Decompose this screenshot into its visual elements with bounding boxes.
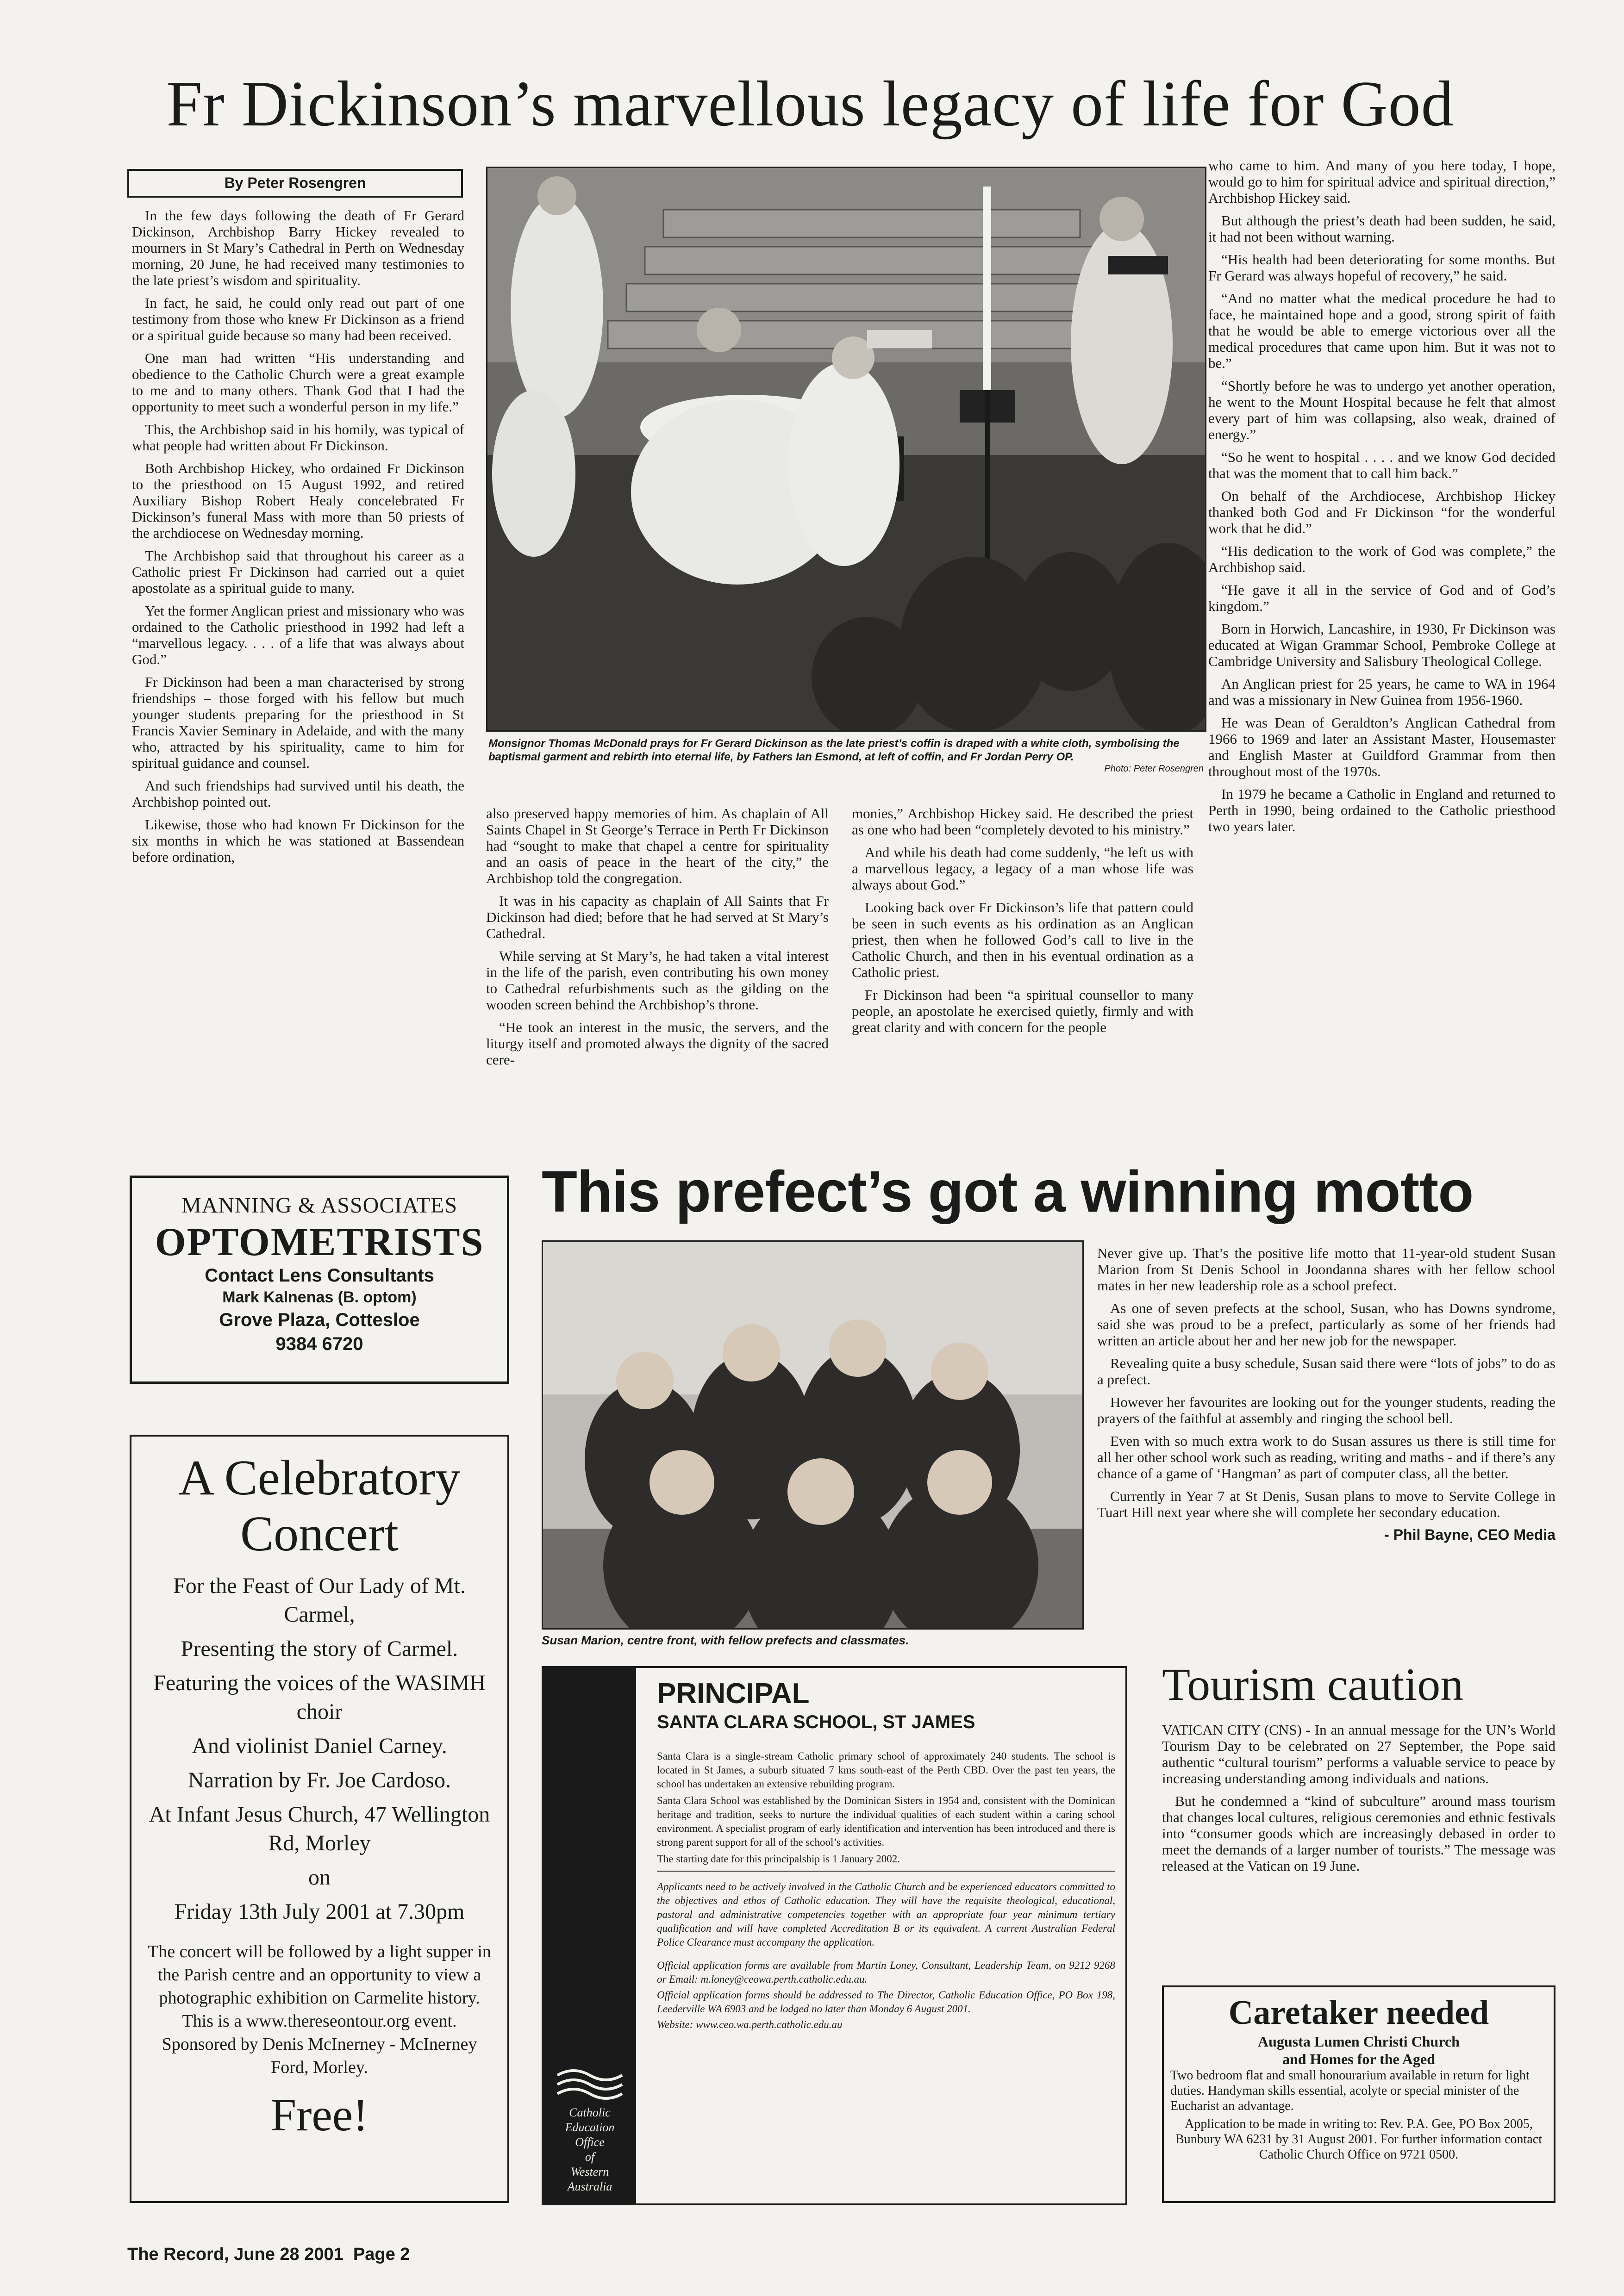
concert-ad-line: For the Feast of Our Lady of Mt. Carmel,	[173, 1574, 466, 1627]
paragraph: And while his death had come suddenly, “he left us with a marvellous legacy, a legacy of a man whose life was always about God.”	[852, 844, 1193, 893]
concert-ad-title-line1: A Celebratory	[178, 1450, 461, 1506]
paragraph: The Archbishop said that throughout his career as a Catholic priest Fr Dickinson had carried out a quiet apostolate as a spiritual guide to many.	[132, 548, 464, 596]
ceo-logo-waves-icon	[555, 2066, 625, 2103]
concert-ad-line: on	[308, 1865, 331, 1890]
paragraph: One man had written “His understanding and obedience to the Catholic Church were a great example to me and to many others. Thank God that I had the opportunity to meet such a wonderful person in my life.”	[132, 350, 464, 415]
optometrists-ad-subtitle: Contact Lens Consultants	[205, 1265, 434, 1286]
concert-ad-footer: The concert will be followed by a light supper in the Parish centre and an opportunity to view a photographic exhibition on Carmelite history.	[148, 1942, 491, 2008]
paragraph: also preserved happy memories of him. As chaplain of All Saints Chapel in St George’s Terrace in Perth Fr Dickinson had “sought to make that chapel a centre for spirituality and an oasis of peace in the heart of the city,” the Archbishop told the congregation.	[486, 805, 829, 886]
optometrists-ad-address: Grove Plaza, Cottesloe	[219, 1310, 420, 1330]
main-headline: Fr Dickinson’s marvellous legacy of life for God	[166, 68, 1454, 140]
paragraph: Both Archbishop Hickey, who ordained Fr Dickinson to the priesthood on 15 August 1992, and retired Auxiliary Bishop Robert Healy concelebrated Fr Dickinson’s funeral Mass with more than 50 priests of the archdiocese on Wednesday morning.	[132, 460, 464, 541]
paragraph: Fr Dickinson had been “a spiritual counsellor to many people, an apostolate he exercised quietly, firmly and with great clarity and with concern for the people	[852, 987, 1193, 1035]
paragraph: “He gave it all in the service of God and of God’s kingdom.”	[1208, 582, 1555, 614]
paragraph: But he condemned a “kind of subculture” around mass tourism that changes local cultures, religious ceremonies and ethnic festivals into “consumer goods which are increasingly debased in order to meet the demands of a larger number of tourists.” The message was released at the Vatican on 19 June.	[1162, 1793, 1555, 1874]
principal-ad-subtitle: SANTA CLARA SCHOOL, ST JAMES	[657, 1712, 975, 1732]
paragraph: monies,” Archbishop Hickey said. He described the priest as one who had been “completely devoted to his ministry.”	[852, 805, 1193, 838]
concert-ad-footer: Sponsored by Denis McInerney - McInerney Ford, Morley.	[162, 2035, 477, 2077]
paragraph: Born in Horwich, Lancashire, in 1930, Fr Dickinson was educated at Wigan Grammar School, Pembroke College at Cambridge University and Salisbury Theological College.	[1208, 621, 1555, 669]
caption-text: Monsignor Thomas McDonald prays for Fr Gerard Dickinson as the late priest’s coffin is draped with a white cloth, symbolising the baptismal garment and rebirth into eternal life, by Fathers Ian Esmond, at left of coffin, and Fr Jordan Perry OP.	[488, 737, 1180, 763]
tourism-headline: Tourism caution	[1162, 1659, 1464, 1710]
paragraph: Yet the former Anglican priest and missionary who was ordained to the Catholic priesthood in 1992 had left a “marvellous legacy. . . . of a life that was always about God.”	[132, 603, 464, 667]
article1-column-3	[852, 805, 1193, 1150]
paragraph: Even with so much extra work to do Susan assures us there is still time for all her other school work such as reading, writing and maths - and if there’s any chance of a game of ‘Hangman’ as part of computer class, all the better.	[1097, 1433, 1555, 1481]
paragraph: who came to him. And many of you here today, I hope, would go to him for spiritual advice and spiritual direction,” Archbishop Hickey said.	[1208, 157, 1555, 206]
paragraph: Looking back over Fr Dickinson’s life that pattern could be seen in such events as his ordination as an Anglican priest, then when he followed God’s call to live in the Catholic Church, and then in his eventual ordination as a Catholic priest.	[852, 899, 1193, 980]
caretaker-ad-body: Two bedroom flat and small honourarium available in return for light duties. Handyman skills essential, acolyte or special minister of the Eucharist an advantage.	[1170, 2068, 1530, 2113]
funeral-photo-scene	[487, 168, 1205, 730]
paragraph: On behalf of the Archdiocese, Archbishop Hickey thanked both God and Fr Dickinson “for the wonderful work that he did.”	[1208, 488, 1555, 536]
ceo-logo-line: of	[585, 2150, 595, 2164]
paragraph: He was Dean of Geraldton’s Anglican Cathedral from 1966 to 1969 and later an Assistant Master, Housemaster and English Master at Guildford Grammar from then throughout most of the 1970s.	[1208, 715, 1555, 779]
paragraph: And such friendships had survived until his death, the Archbishop pointed out.	[132, 778, 464, 810]
paragraph: “His dedication to the work of God was complete,” the Archbishop said.	[1208, 543, 1555, 575]
concert-ad	[130, 1435, 509, 2203]
paragraph: Currently in Year 7 at St Denis, Susan plans to move to Servite College in Tuart Hill next year where she will complete her secondary education.	[1097, 1488, 1555, 1520]
caretaker-ad-org: and Homes for the Aged	[1282, 2051, 1436, 2067]
paragraph: An Anglican priest for 25 years, he came to WA in 1964 and was a missionary in New Guinea from 1956-1960.	[1208, 676, 1555, 708]
principal-ad-body: Santa Clara School was established by the Dominican Sisters in 1954 and, consistent with the Dominican heritage and tradition, seeks to nurture the individual qualities of each student within a caring school environment. A specialist program of early identification and intervention has been introduced and there is strong parent support for all of the school’s activities.	[657, 1795, 1115, 1848]
caretaker-ad	[1162, 1985, 1555, 2203]
prefect-article-text	[1097, 1245, 1555, 1638]
principal-ad-website[interactable]: Website: www.ceo.wa.perth.catholic.edu.au	[657, 2019, 843, 2030]
paragraph: “Shortly before he was to undergo yet another operation, he went to the Mount Hospital because he felt that almost every part of him was collapsing, also weak, drained of energy.”	[1208, 378, 1555, 442]
ceo-logo-line: Office	[575, 2135, 605, 2149]
paragraph: “He took an interest in the music, the servers, and the liturgy itself and promoted always the dignity of the sacred cere-	[486, 1019, 829, 1068]
principal-ad-requirements: Applicants need to be actively involved in the Catholic Church and be experienced educators committed to the objectives and ethos of Catholic education. They will have the requisite theological, educational, pastoral and administrative competencies together with an appropriate four year minimum tertiary qualification and will have completed Accreditation B or its equivalent. A current Australian Federal Police Clearance must accompany the application.	[657, 1881, 1115, 1948]
ceo-logo-line: Australia	[567, 2180, 612, 2193]
prefect-article-credit: - Phil Bayne, CEO Media	[1384, 1526, 1555, 1543]
concert-ad-free: Free!	[270, 2089, 369, 2140]
caretaker-ad-title: Caretaker needed	[1228, 1994, 1489, 2032]
article1-column-1	[132, 207, 464, 1149]
principal-ad-body: Santa Clara is a single-stream Catholic primary school of approximately 240 students. The school is located in St James, a suburb situated 7 kms south-east of the Perth CBD. Over the past ten years, the school has undertaken an extensive rebuilding program.	[657, 1750, 1115, 1790]
concert-ad-line: And violinist Daniel Carney.	[192, 1734, 447, 1758]
optometrists-ad-title: OPTOMETRISTS	[155, 1220, 484, 1264]
concert-ad-line: Narration by Fr. Joe Cardoso.	[188, 1768, 451, 1792]
caretaker-ad-org: Augusta Lumen Christi Church	[1258, 2033, 1460, 2050]
concert-ad-line: Friday 13th July 2001 at 7.30pm	[174, 1899, 465, 1924]
paragraph: Never give up. That’s the positive life motto that 11-year-old student Susan Marion from St Denis School in Joondanna shares with her fellow school mates in her new leadership role as a school prefect.	[1097, 1245, 1555, 1294]
optometrists-ad-phone: 9384 6720	[275, 1334, 363, 1354]
paragraph: “His health had been deteriorating for some months. But Fr Gerard was always hopeful of recovery,” he said.	[1208, 251, 1555, 284]
principal-ad-sidebar	[543, 1668, 636, 2203]
prefects-photo	[542, 1240, 1084, 1630]
page-footer: The Record, June 28 2001 Page 2	[127, 2245, 410, 2264]
paragraph: Revealing quite a busy schedule, Susan said there were “lots of jobs” to do as a prefect.	[1097, 1355, 1555, 1388]
photo-credit: Photo: Peter Rosengren	[1104, 764, 1204, 774]
paragraph: While serving at St Mary’s, he had taken a vital interest in the life of the parish, even contributing his own money to Cathedral refurbishments such as the gilding on the wooden screen behind the Archbishop’s throne.	[486, 948, 829, 1013]
concert-ad-line: Featuring the voices of the WASIMH choir	[153, 1671, 486, 1724]
concert-ad-line: At Infant Jesus Church, 47 Wellington Rd, Morley	[149, 1802, 490, 1855]
concert-ad-footer: This is a www.thereseontour.org event.	[182, 2011, 457, 2031]
paragraph: This, the Archbishop said in his homily, was typical of what people had written about Fr Dickinson.	[132, 421, 464, 454]
paragraph: In the few days following the death of Fr Gerard Dickinson, Archbishop Barry Hickey revealed to mourners in St Mary’s Cathedral in Perth on Wednesday morning, 20 June, he had received many testimonies to the late priest’s wisdom and spirituality.	[132, 207, 464, 288]
paragraph: Fr Dickinson had been a man characterised by strong friendships – those forged with his fellow but much younger students preparing for the priesthood in St Francis Xavier Seminary in Adelaide, and with the many who, attracted by his spirituality, came to him for spiritual guidance and counsel.	[132, 674, 464, 771]
paragraph: In fact, he said, he could only read out part of one testimony from those who knew Fr Dickinson as a friend or a spiritual guide because so many had been received.	[132, 295, 464, 343]
optometrists-ad-firm: MANNING & ASSOCIATES	[181, 1193, 458, 1218]
principal-ad-title: PRINCIPAL	[657, 1678, 810, 1710]
ceo-logo-line: Western	[570, 2165, 609, 2178]
paragraph: As one of seven prefects at the school, Susan, who has Downs syndrome, said she was proud to be a prefect, particularly as some of her friends had written an article about her and her new job for the newspaper.	[1097, 1300, 1555, 1349]
ceo-logo-line: Catholic	[569, 2106, 611, 2119]
principal-ad-body: The starting date for this principalship is 1 January 2002.	[657, 1853, 900, 1865]
optometrists-ad-name: Mark Kalnenas (B. optom)	[222, 1288, 417, 1306]
byline: By Peter Rosengren	[127, 169, 463, 198]
tourism-article-text	[1162, 1722, 1555, 1953]
concert-ad-title-line2: Concert	[240, 1506, 399, 1562]
funeral-photo	[486, 167, 1206, 732]
article1-column-2	[486, 805, 829, 1150]
article1-column-4	[1208, 157, 1555, 1150]
paragraph: However her favourites are looking out for the younger students, reading the prayers of the faithful at assembly and ringing the school bell.	[1097, 1394, 1555, 1426]
ceo-logo	[548, 2066, 631, 2194]
paragraph: “So he went to hospital . . . . and we know God decided that was the moment that to call him back.”	[1208, 449, 1555, 481]
ceo-logo-line: Education	[565, 2121, 615, 2134]
paragraph: In 1979 he became a Catholic in England and returned to Perth in 1990, being ordained to the Catholic priesthood two years later.	[1208, 786, 1555, 834]
caretaker-ad-apply: Application to be made in writing to: Rev. P.A. Gee, PO Box 2005, Bunbury WA 6231 by 31 August 2001. For further information contact Catholic Church Office on 9721 0500.	[1175, 2117, 1542, 2162]
optometrists-ad	[130, 1176, 509, 1384]
prefects-photo-scene	[543, 1242, 1082, 1628]
principal-ad-apply: Official application forms are available from Martin Loney, Consultant, Leadership Team, on 9212 9268 or Email: m.loney@ceowa.perth.catholic.edu.au.	[657, 1960, 1115, 1985]
paragraph: Likewise, those who had known Fr Dickinson for the six months in which he was stationed at Bassendean before ordination,	[132, 816, 464, 865]
principal-ad	[542, 1666, 1127, 2205]
concert-ad-line: Presenting the story of Carmel.	[181, 1636, 458, 1661]
prefects-photo-caption: Susan Marion, centre front, with fellow prefects and classmates.	[542, 1633, 909, 1647]
paragraph: VATICAN CITY (CNS) - In an annual message for the UN’s World Tourism Day to be celebrated on 27 September, the Pope said authentic “cultural tourism” performs a valuable service to peace by increasing understanding among individuals and nations.	[1162, 1722, 1555, 1786]
paragraph: But although the priest’s death had been sudden, he said, it had not been without warning.	[1208, 212, 1555, 245]
paragraph: It was in his capacity as chaplain of All Saints that Fr Dickinson had died; before that he had served at St Mary’s Cathedral.	[486, 893, 829, 941]
prefect-headline: This prefect’s got a winning motto	[542, 1159, 1474, 1224]
principal-ad-apply: Official application forms should be addressed to The Director, Catholic Education Office, PO Box 198, Leederville WA 6903 and be lodged no later than Monday 6 August 2001.	[657, 1989, 1115, 2015]
paragraph: “And no matter what the medical procedure he had to face, he maintained hope and a good, strong spirit of faith that he would be able to emerge victorious over all the medical procedures that came upon him. But it was not to be.”	[1208, 290, 1555, 371]
